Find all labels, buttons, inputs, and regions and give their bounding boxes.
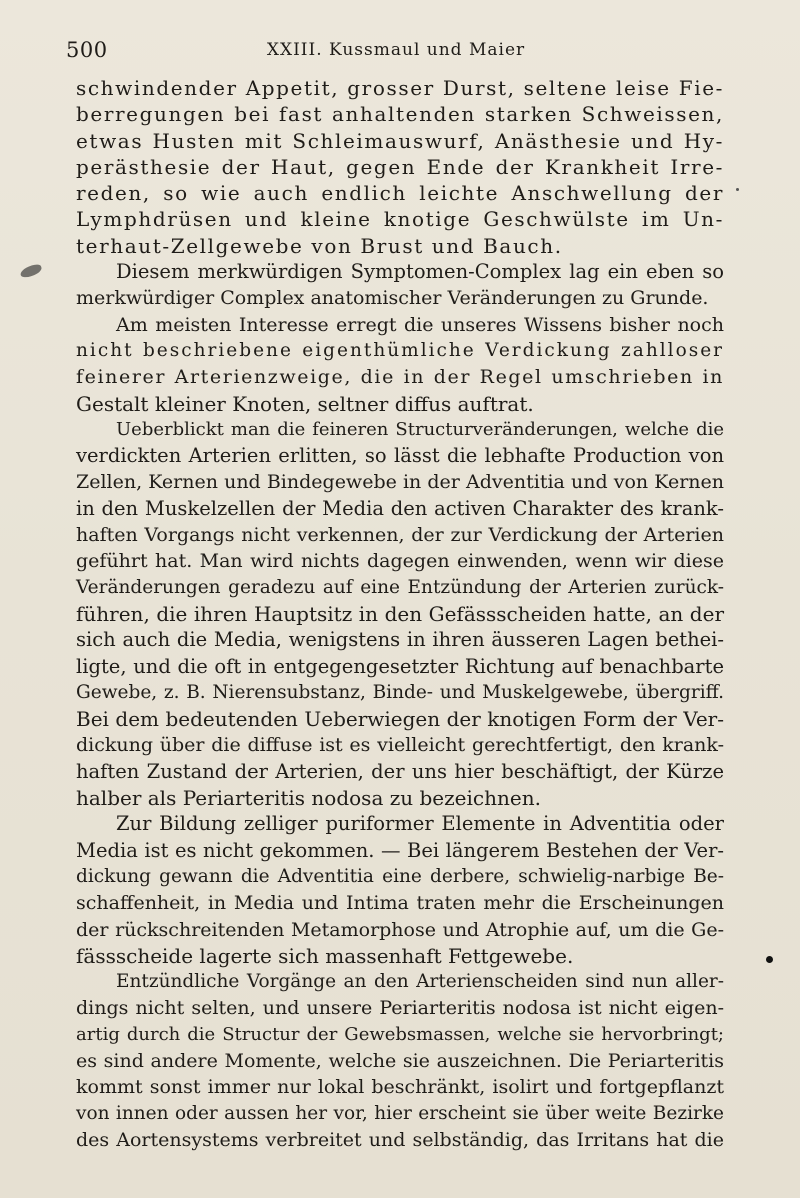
text-line: artig durch die Structur der Gewebsmassen, welche sie hervorbringt;	[76, 1023, 724, 1045]
text-line: Ueberblickt man die feineren Structurveränderungen, welche die	[116, 418, 724, 440]
paragraph-interest	[76, 312, 724, 417]
text-line: merkwürdiger Complex anatomischer Veränderungen zu Grunde.	[76, 287, 709, 310]
text-line: des Aortensystems verbreitet und selbständig, das Irritans hat die	[76, 1128, 724, 1151]
body-text	[76, 75, 724, 1153]
text-line: von innen oder aussen her vor, hier erscheint sie über weite Bezirke	[76, 1102, 724, 1124]
text-line: Veränderungen geradezu auf eine Entzündung der Arterien zurück-	[76, 576, 724, 598]
paragraph-inflammation	[76, 969, 724, 1153]
text-line: Media ist es nicht gekommen. — Bei längerem Bestehen der Ver-	[76, 838, 724, 862]
text-line: etwas Husten mit Schleimauswurf, Anästhesie und Hy-	[76, 128, 724, 153]
text-line: der rückschreitenden Metamorphose und Atrophie auf, um die Ge-	[76, 918, 724, 941]
text-line: Gestalt kleiner Knoten, seltner diffus auftrat.	[76, 391, 534, 416]
text-line: schaffenheit, in Media und Intima traten mehr die Erscheinungen	[76, 892, 724, 915]
paragraph-overview	[76, 417, 724, 811]
text-line: reden, so wie auch endlich leichte Anschwellung der	[76, 181, 724, 206]
page-header	[66, 38, 726, 68]
text-line: verdickten Arterien erlitten, so lässt die lebhafte Production von	[76, 444, 724, 468]
text-line: es sind andere Momente, welche sie auszeichnen. Die Periarteritis	[76, 1049, 724, 1072]
text-line: feinerer Arterienzweige, die in der Regel umschrieben in	[76, 366, 724, 389]
page-number: 500	[66, 38, 108, 62]
text-line: nicht beschriebene eigenthümliche Verdickung zahlloser	[76, 339, 724, 361]
text-line: Gewebe, z. B. Nierensubstanz, Binde- und Muskelgewebe, übergriff.	[76, 681, 724, 703]
text-line: führen, die ihren Hauptsitz in den Gefässscheiden hatte, an der	[76, 601, 724, 626]
text-line: in den Muskelzellen der Media den activen Charakter des krank-	[76, 496, 724, 520]
text-line: halber als Periarteritis nodosa zu bezeichnen.	[76, 786, 541, 811]
ink-blot-mark	[19, 263, 43, 279]
paragraph-complex	[76, 259, 724, 312]
ink-dot-mark	[736, 188, 739, 191]
text-line: fässscheide lagerte sich massenhaft Fettgewebe.	[76, 943, 574, 968]
text-line: Am meisten Interesse erregt die unseres Wissens bisher noch	[116, 313, 724, 336]
text-line: sich auch die Media, wenigstens in ihren äusseren Lagen bethei-	[76, 628, 724, 652]
text-line: haften Zustand der Arterien, der uns hier beschäftigt, der Kürze	[76, 759, 724, 783]
text-line: schwindender Appetit, grosser Durst, seltene leise Fie-	[76, 76, 724, 100]
text-line: dickung über die diffuse ist es vielleicht gerechtfertigt, den krank-	[76, 734, 724, 757]
text-line: ligte, und die oft in entgegengesetzter Richtung auf benachbarte	[76, 654, 724, 678]
text-line: kommt sonst immer nur lokal beschränkt, isolirt und fortgepflanzt	[76, 1076, 724, 1099]
text-line: Diesem merkwürdigen Symptomen-Complex lag ein eben so	[116, 260, 724, 284]
ink-dot-mark	[766, 956, 773, 963]
text-line: Bei dem bedeutenden Ueberwiegen der knotigen Form der Ver-	[76, 707, 724, 732]
text-line: terhaut-Zellgewebe von Brust und Bauch.	[76, 233, 563, 258]
running-head: XXIII. Kussmaul und Maier	[266, 40, 526, 60]
text-line: berregungen bei fast anhaltenden starken Schweissen,	[76, 102, 724, 127]
text-line: Zur Bildung zelliger puriformer Elemente in Adventitia oder	[116, 812, 724, 836]
text-line: dickung gewann die Adventitia eine derbere, schwielig-narbige Be-	[76, 865, 724, 887]
text-line: geführt hat. Man wird nichts dagegen einwenden, wenn wir diese	[76, 550, 724, 573]
text-line: Zellen, Kernen und Bindegewebe in der Adventitia und von Kernen	[76, 471, 724, 494]
text-line: Lymphdrüsen und kleine knotige Geschwülste im Un-	[76, 207, 724, 232]
text-line: haften Vorgangs nicht verkennen, der zur Verdickung der Arterien	[76, 524, 724, 547]
text-line: perästhesie der Haut, gegen Ende der Krankheit Irre-	[76, 154, 724, 179]
paragraph-formation	[76, 811, 724, 969]
paragraph-symptoms	[76, 75, 724, 259]
text-line: dings nicht selten, und unsere Periarteritis nodosa ist nicht eigen-	[76, 997, 724, 1020]
text-line: Entzündliche Vorgänge an den Arterienscheiden sind nun aller-	[116, 971, 724, 993]
